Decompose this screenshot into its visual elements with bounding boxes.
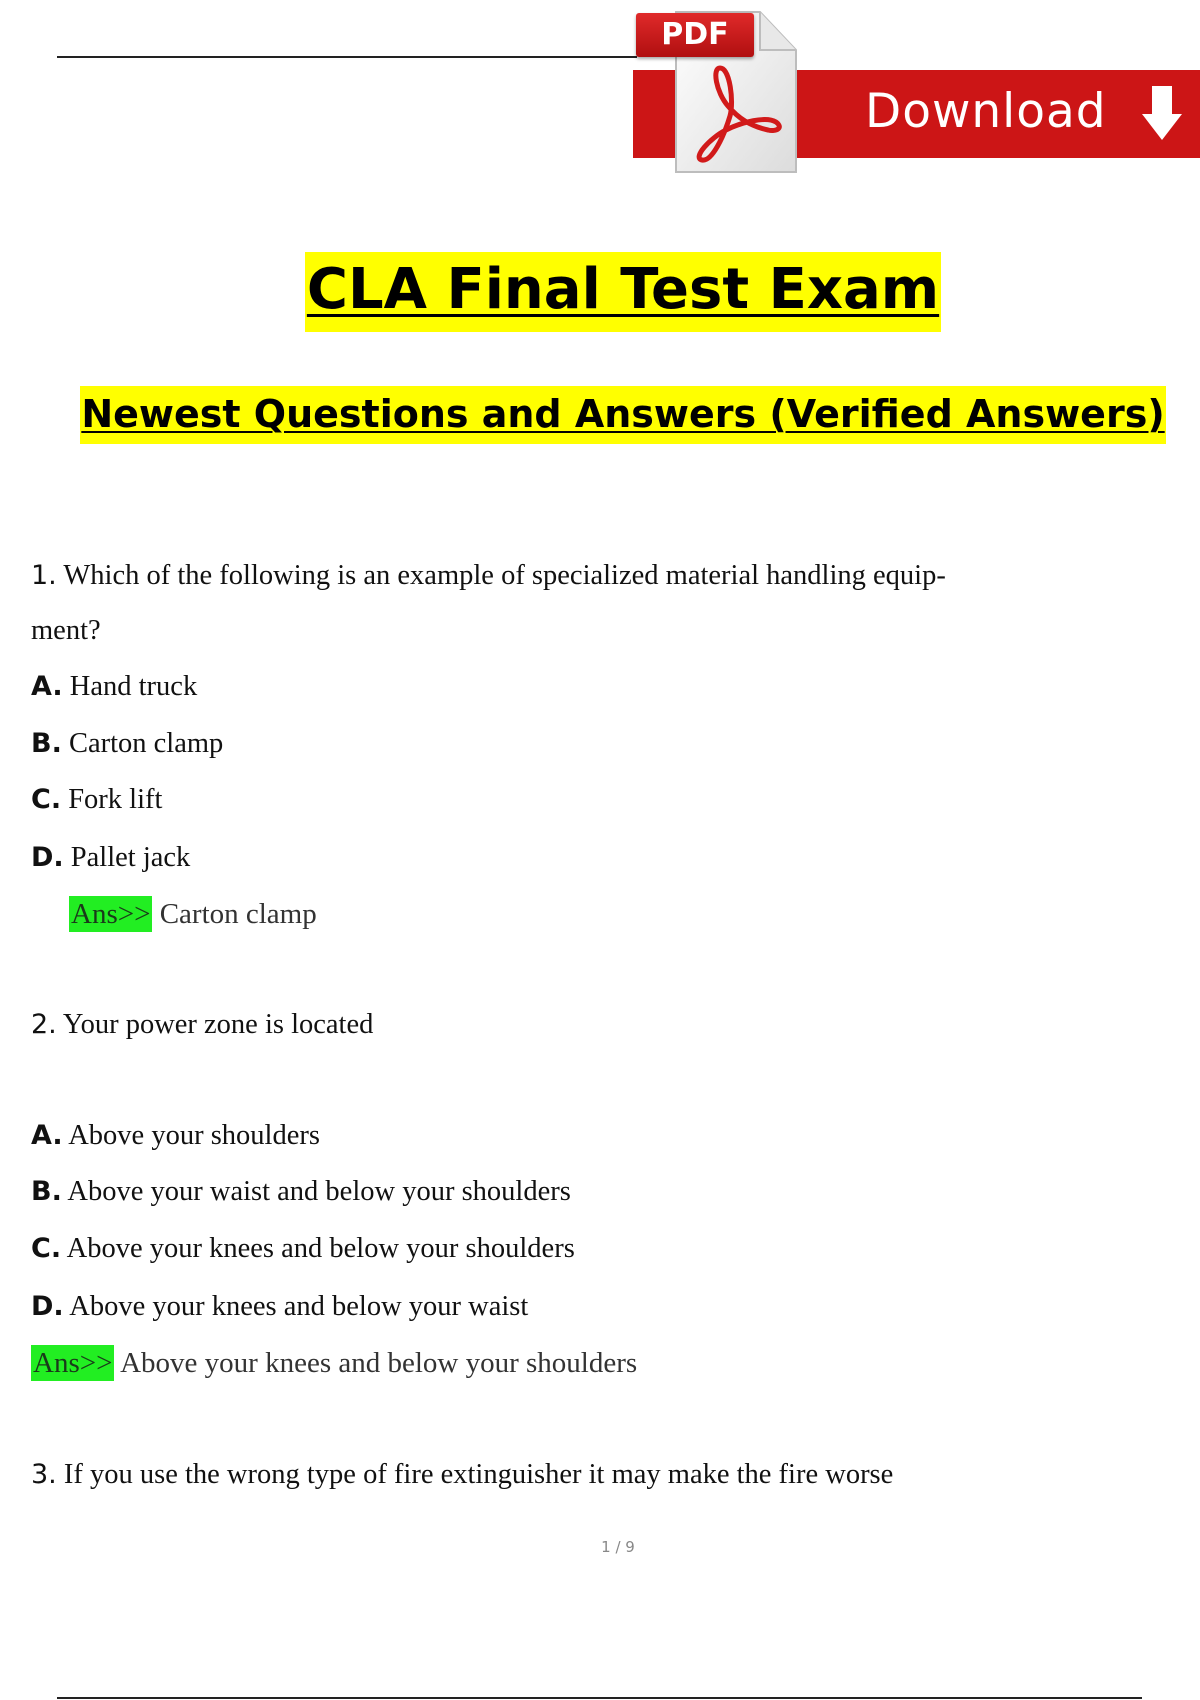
option-text: Pallet jack [70,842,191,873]
header-rule [57,56,637,58]
option-b [31,724,223,764]
down-arrow-icon[interactable] [1140,84,1184,142]
option-text: Hand truck [69,671,198,702]
option-d [31,838,190,878]
document-title: CLA Final Test Exam [305,252,941,332]
option-d [31,1287,528,1327]
option-letter: A. [31,1120,63,1151]
option-text: Carton clamp [68,728,224,759]
option-letter: D. [31,842,64,873]
answer-label: Ans>> [33,1347,113,1379]
option-letter: C. [31,1233,62,1264]
option-letter: B. [31,728,62,759]
download-button-label[interactable]: Download [865,84,1107,139]
subtitle-container [0,386,1200,444]
option-text: Above your knees and below your shoulders [66,1233,575,1264]
question-number: 2. [31,1009,57,1040]
option-letter: B. [31,1176,62,1207]
option-a [31,667,197,707]
answer-label: Ans>> [71,898,151,930]
answer-2 [31,1343,637,1383]
question-text: Which of the following is an example of specialized material handling equip- [63,560,946,591]
answer-1 [69,894,317,934]
pdf-badge: PDF [636,13,754,57]
question-text: If you use the wrong type of fire extinguisher it may make the fire worse [63,1459,894,1490]
option-text: Fork lift [68,784,163,815]
answer-text: Above your knees and below your shoulders [120,1347,638,1379]
title-container [0,252,1200,332]
option-letter: C. [31,784,62,815]
document-subtitle: Newest Questions and Answers (Verified Answers) [80,386,1165,444]
option-text: Above your knees and below your waist [69,1291,529,1322]
footer-rule [57,1697,1142,1699]
option-b [31,1172,571,1212]
option-letter: D. [31,1291,64,1322]
question-number: 1. [31,560,57,591]
option-letter: A. [31,671,63,702]
option-text: Above your waist and below your shoulders [67,1176,571,1207]
option-c [31,780,162,820]
question-2-text [31,1005,373,1045]
question-text-continued: ment? [31,615,101,646]
answer-text: Carton clamp [159,898,317,930]
question-1-text-cont [31,611,101,651]
option-text: Above your shoulders [68,1120,320,1151]
question-number: 3. [31,1459,57,1490]
option-c [31,1229,575,1269]
option-a [31,1116,320,1156]
page-indicator: 1 / 9 [601,1538,635,1556]
question-3-text [31,1455,893,1495]
question-text: Your power zone is located [62,1009,374,1040]
question-1-text [31,556,946,596]
